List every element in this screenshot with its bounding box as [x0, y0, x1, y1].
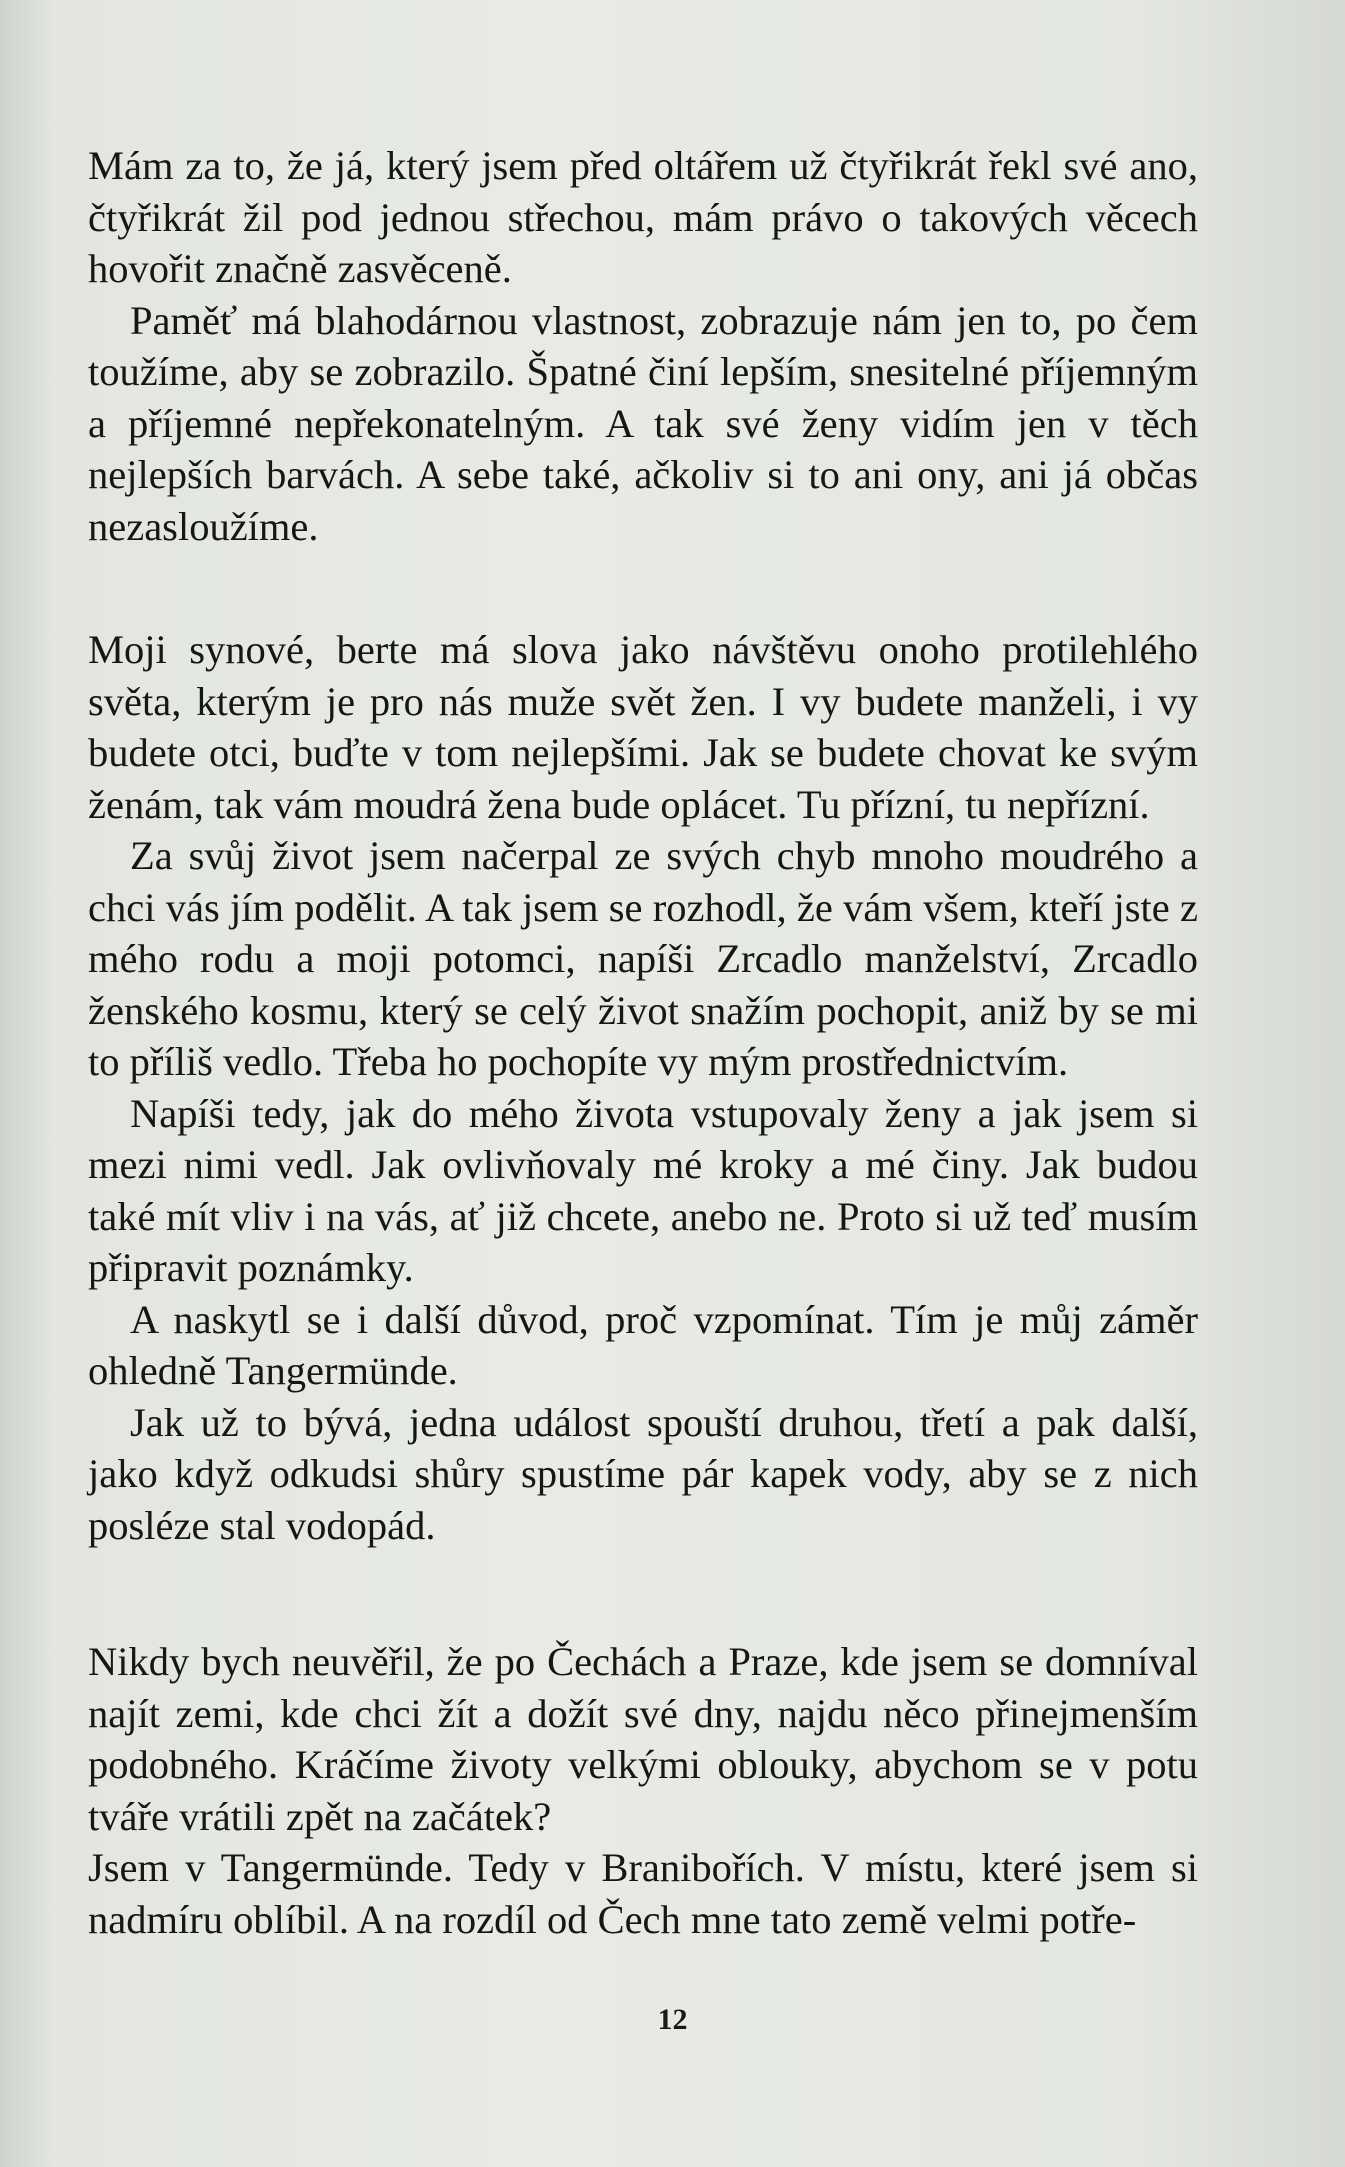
- page-number: 12: [657, 2003, 688, 2036]
- paragraph: A naskytl se i další důvod, proč vzpomínat. Tím je můj záměr ohledně Tangermünde.: [88, 1296, 1198, 1393]
- paragraph: Jak už to bývá, jedna událost spouští druhou, třetí a pak další, jako když odkudsi shůry spustíme pár kapek vody, aby se z nich posléze stal vodopád.: [88, 1399, 1198, 1548]
- paragraph: Paměť má blahodárnou vlastnost, zobrazuje nám jen to, po čem toužíme, aby se zobrazilo. Špatné činí lepším, snesitelné příjemným a příjemné nepřekonatelným. A tak své ženy vidím jen v těch nejlepších barvách. A sebe také, ačkoliv si to ani ony, ani já občas nezasloužíme.: [88, 297, 1198, 549]
- section-2: [88, 624, 1198, 1551]
- paragraph: Moji synové, berte má slova jako návštěvu onoho protilehlého světa, kterým je pro nás muže svět žen. I vy budete manželi, i vy budete otci, buďte v tom nejlepšími. Jak se budete chovat ke svým ženám, tak vám moudrá žena bude oplácet. Tu přízní, tu nepřízní.: [88, 627, 1198, 827]
- section-3: [88, 1636, 1198, 1945]
- paragraph: Mám za to, že já, který jsem před oltářem už čtyřikrát řekl své ano, čtyřikrát žil pod jednou střechou, mám právo o takových věcech hovořit značně zasvěceně.: [88, 143, 1198, 291]
- paragraph: Napíši tedy, jak do mého života vstupovaly ženy a jak jsem si mezi nimi vedl. Jak ovlivňovaly mé kroky a mé činy. Jak budou také mít vliv i na vás, ať již chcete, anebo ne. Proto si už teď musím připravit poznámky.: [88, 1090, 1198, 1290]
- section-1: [88, 140, 1198, 552]
- paragraph: Nikdy bych neuvěřil, že po Čechách a Praze, kde jsem se domníval najít zemi, kde chci žít a dožít své dny, najdu něco přinejmenším podobného. Kráčíme životy velkými oblouky, abychom se v potu tváře vrátili zpět na začátek?: [88, 1639, 1198, 1839]
- paragraph: Za svůj život jsem načerpal ze svých chyb mnoho moudrého a chci vás jím podělit. A tak jsem se rozhodl, že vám všem, kteří jste z mého rodu a moji potomci, napíši Zrcadlo manželství, Zrcadlo ženského kosmu, který se celý život snažím pochopit, aniž by se mi to příliš vedlo. Třeba ho pochopíte vy mým prostřednictvím.: [88, 833, 1198, 1084]
- paragraph: Jsem v Tangermünde. Tedy v Branibořích. V místu, které jsem si nadmíru oblíbil. A na rozdíl od Čech mne tato země velmi potře-: [88, 1845, 1198, 1942]
